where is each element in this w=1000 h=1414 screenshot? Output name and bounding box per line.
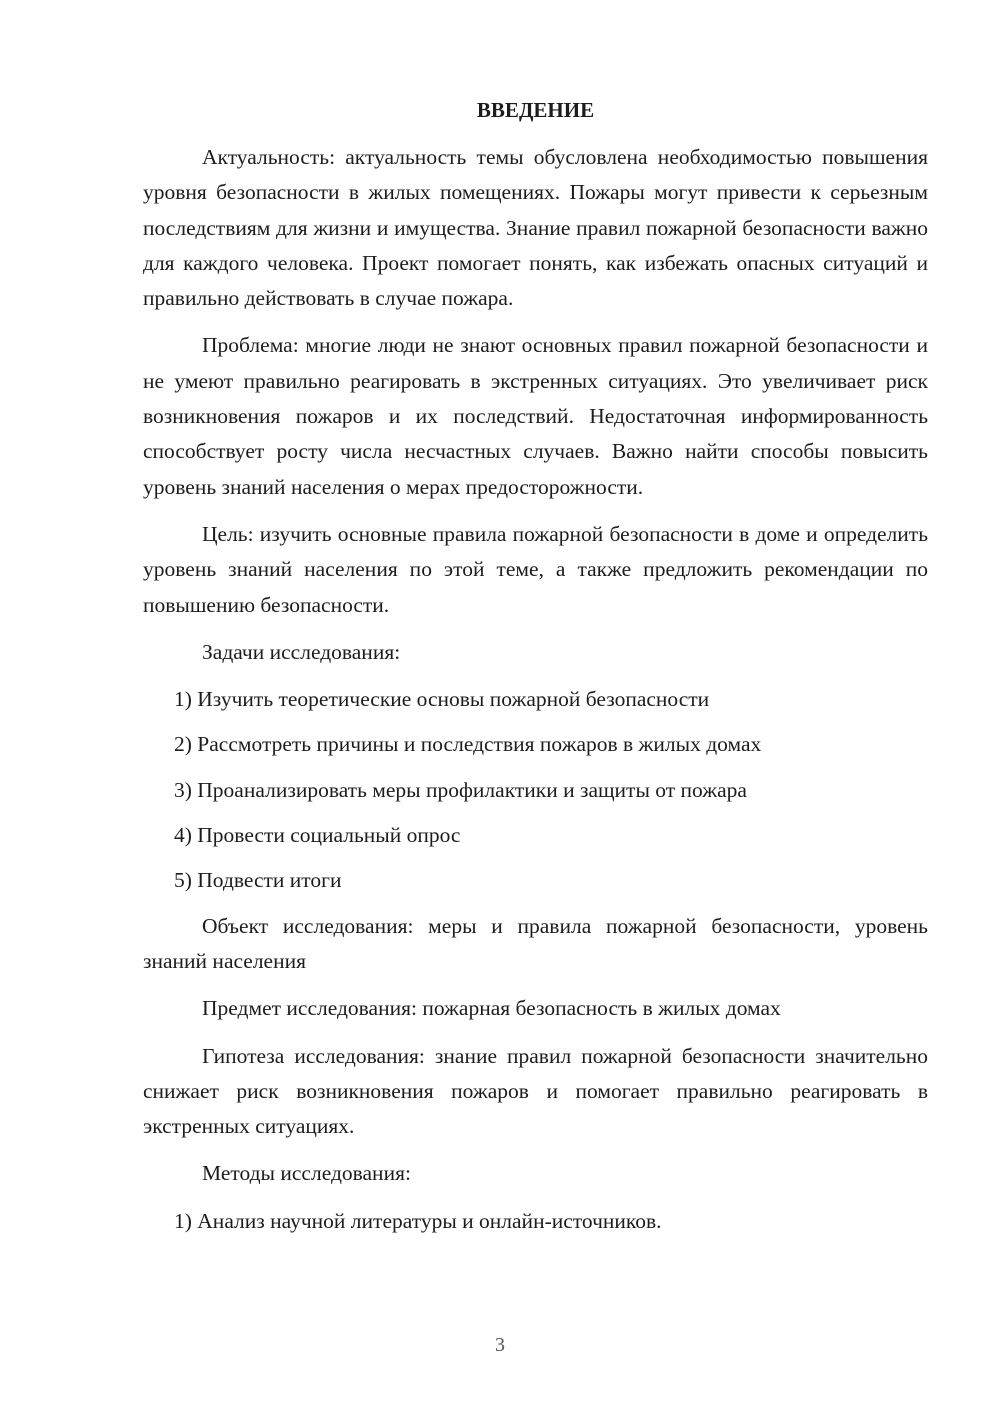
section-heading: ВВЕДЕНИЕ xyxy=(476,98,595,122)
hypothesis-paragraph: Гипотеза исследования: знание правил пожарной безопасности значительно снижает риск возникновения пожаров и помогает правильно реагировать в экстренных ситуациях. xyxy=(143,1043,928,1139)
methods-title: Методы исследования: xyxy=(202,1161,411,1186)
tasks-title: Задачи исследования: xyxy=(202,639,401,664)
methods-list xyxy=(143,1204,928,1239)
subject-paragraph: Предмет исследования: пожарная безопасность в жилых домах xyxy=(202,996,781,1021)
object-paragraph: Объект исследования: меры и правила пожарной безопасности, уровень знаний населения xyxy=(143,913,928,973)
list-item: 3) Проанализировать меры профилактики и защиты от пожара xyxy=(174,777,747,802)
list-item: 4) Провести социальный опрос xyxy=(174,823,461,848)
relevance-paragraph: Актуальность: актуальность темы обусловлена необходимостью повышения уровня безопасности в жилых помещениях. Пожары могут привести к серьезным последствиям для жизни и имущества. Знание правил пожарной безопасности важно для каждого человека. Проект помогает понять, как избежать опасных ситуаций и правильно действовать в случае пожара. xyxy=(143,145,928,311)
goal-paragraph: Цель: изучить основные правила пожарной безопасности в доме и определить уровень знаний населения по этой теме, а также предложить рекомендации по повышению безопасности. xyxy=(143,521,928,617)
list-item: 2) Рассмотреть причины и последствия пожаров в жилых домах xyxy=(174,732,762,757)
tasks-list xyxy=(143,682,928,898)
problem-paragraph: Проблема: многие люди не знают основных правил пожарной безопасности и не умеют правильно реагировать в экстренных ситуациях. Это увеличивает риск возникновения пожаров и их последствий. Недостаточная информированность способствует росту числа несчастных случаев. Важно найти способы повысить уровень знаний населения о мерах предосторожности. xyxy=(143,333,928,499)
list-item: 1) Анализ научной литературы и онлайн-источников. xyxy=(174,1208,662,1233)
list-item: 1) Изучить теоретические основы пожарной безопасности xyxy=(174,687,710,712)
list-item: 5) Подвести итоги xyxy=(174,868,342,893)
page-number: 3 xyxy=(495,1334,505,1356)
